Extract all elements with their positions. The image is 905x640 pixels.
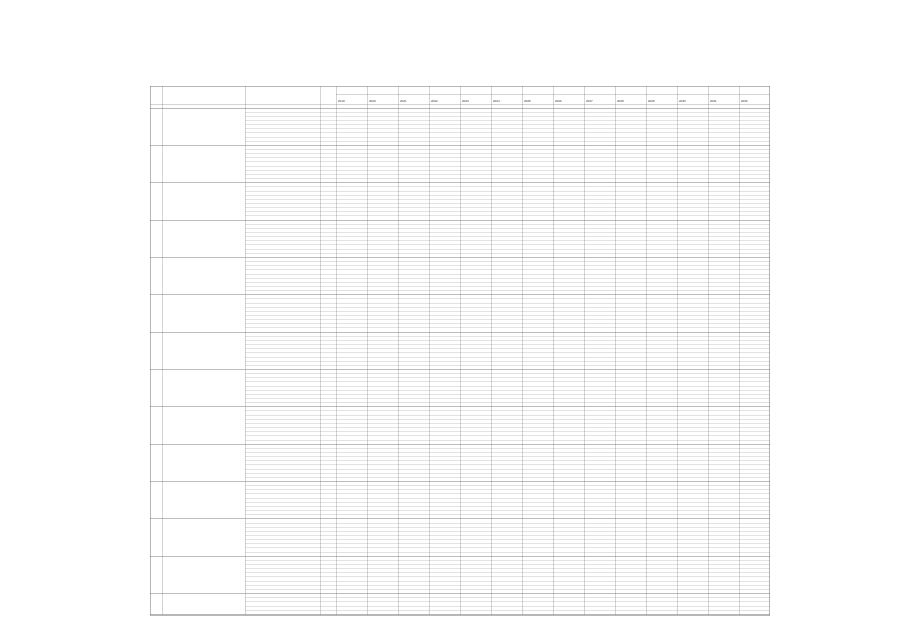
year-header: 2021 (400, 99, 407, 103)
year-header: 2027 (586, 99, 593, 103)
year-header: 2029 (648, 99, 655, 103)
year-header: 2020 (369, 99, 376, 103)
year-header: 2019 (338, 99, 345, 103)
year-header: 2023 (462, 99, 469, 103)
year-header: 2028 (617, 99, 624, 103)
year-header: 2030 (679, 99, 686, 103)
year-header: 2031 (710, 99, 717, 103)
year-header: 2032 (741, 99, 748, 103)
year-header: 2026 (555, 99, 562, 103)
budget-table (150, 86, 770, 616)
year-header: 2022 (431, 99, 438, 103)
year-header: 2025 (524, 99, 531, 103)
year-header: 2024 (493, 99, 500, 103)
